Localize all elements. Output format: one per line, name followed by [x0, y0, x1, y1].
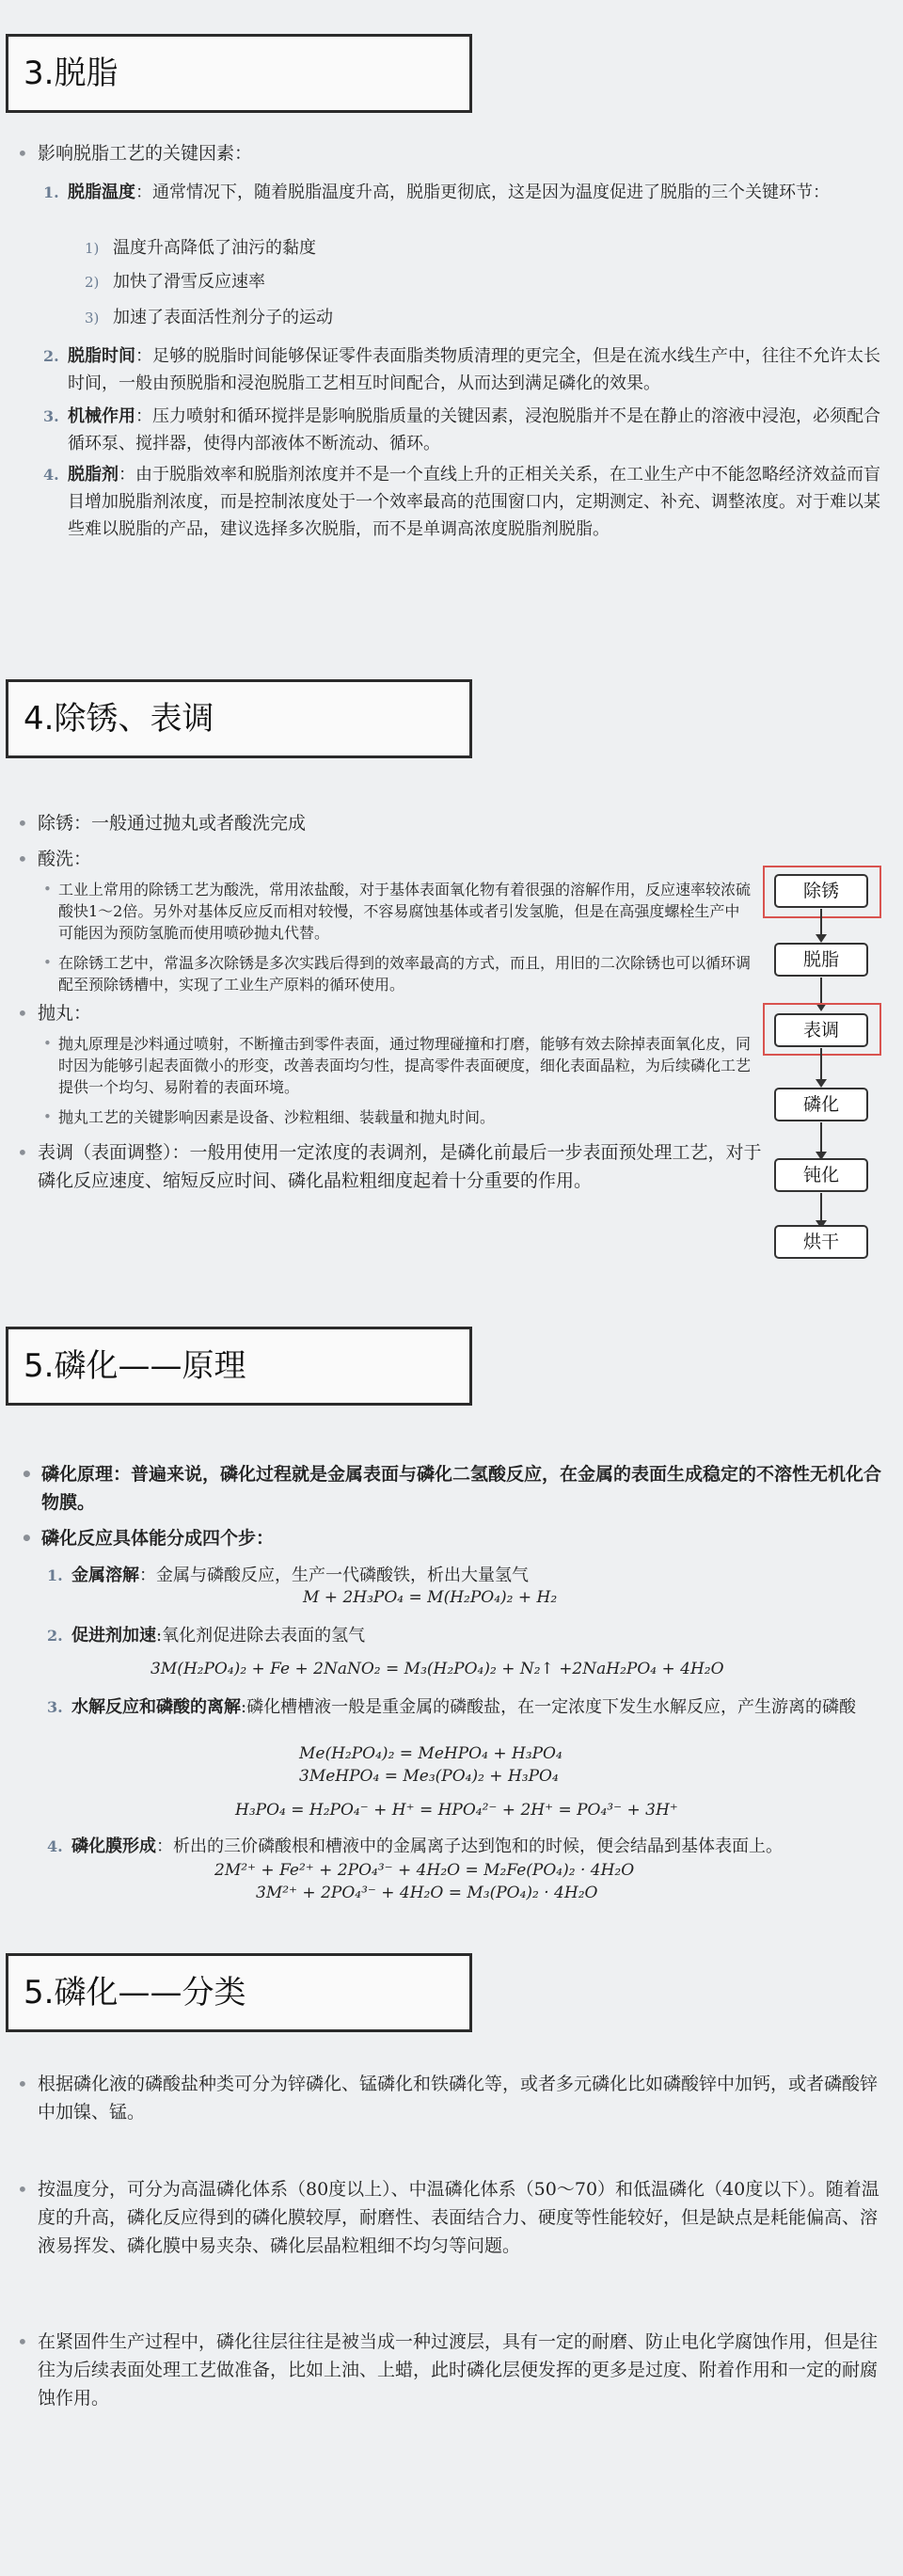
- equation: 2M²⁺ + Fe²⁺ + 2PO₄³⁻ + 4H₂O = M₂Fe(PO₄)₂ · 4H₂O: [214, 1861, 635, 1880]
- principle-text: • 磷化原理：普遍来说，磷化过程就是金属表面与磷化二氢酸反应，在金属的表面生成稳定的不溶性无机化合物膜。: [41, 1460, 888, 1517]
- list-item: 2. 脱脂时间：足够的脱脂时间能够保证零件表面脂类物质清理的更完全，但是在流水线生产中，往往不允许太长时间，一般由预脱脂和浸泡脱脂工艺相互时间配合，从而达到满足磷化的效果。: [43, 346, 880, 393]
- section-title: 4.除锈、表调: [6, 679, 472, 758]
- paragraph: • 根据磷化液的磷酸盐种类可分为锌磷化、锰磷化和铁磷化等，或者多元磷化比如磷酸锌中加钙，或者磷酸锌中加镍、锰。: [38, 2070, 890, 2126]
- lead-text: • 影响脱脂工艺的关键因素：: [38, 139, 865, 167]
- adjust-text: • 表调（表面调整）：一般用使用一定浓度的表调剂，是磷化前最后一步表面预处理工艺，对于磷化反应速度、缩短反应时间、磷化晶粒粗细度起着十分重要的作用。: [38, 1138, 762, 1195]
- equation: 3MeHPO₄ = Me₃(PO₄)₂ + H₃PO₄: [299, 1767, 559, 1786]
- list-item: 4. 磷化膜形成：析出的三价磷酸根和槽液中的金属离子达到饱和的时候，便会结晶到基体表面上。: [47, 1837, 783, 1856]
- section-title: 5.磷化——分类: [6, 1953, 472, 2032]
- sub-item: 3) 加速了表面活性剂分子的运动: [85, 308, 333, 327]
- paragraph: • 按温度分，可分为高温磷化体系（80度以上）、中温磷化体系（50～70）和低温磷化（40度以下）。随着温度的升高，磷化反应得到的磷化膜较厚，耐磨性、表面结合力、硬度等性能较好，但是缺点是耗能偏高、溶液易挥发、磷化膜中易夹杂、磷化层晶粒粗细不均匀等问题。: [38, 2175, 890, 2260]
- equation: 3M(H₂PO₄)₂ + Fe + 2NaNO₂ = M₃(H₂PO₄)₂ + N₂↑ +2NaH₂PO₄ + 4H₂O: [150, 1660, 724, 1678]
- flow-step-rust: 除锈: [774, 874, 868, 908]
- shot-detail: • 抛丸工艺的关键影响因素是设备、沙粒粗细、装载量和抛丸时间。: [58, 1106, 754, 1128]
- list-item: 1. 脱脂温度：通常情况下，随着脱脂温度升高，脱脂更彻底，这是因为温度促进了脱脂的三个关键环节：: [43, 183, 830, 202]
- sub-item: 1) 温度升高降低了油污的黏度: [85, 238, 316, 258]
- section-title: 3.脱脂: [6, 34, 472, 113]
- paragraph: • 在紧固件生产过程中，磷化往层往往是被当成一种过渡层，具有一定的耐磨、防止电化学腐蚀作用，但是往往为后续表面处理工艺做准备，比如上油、上蜡，此时磷化层便发挥的更多是过度、附着作用和一定的耐腐蚀作用。: [38, 2328, 890, 2412]
- list-item: 3. 机械作用：压力喷射和循环搅拌是影响脱脂质量的关键因素，浸泡脱脂并不是在静止的溶液中浸泡，必须配合循环泵、搅拌器，使得内部液体不断流动、循环。: [43, 406, 880, 453]
- section-title: 5.磷化——原理: [6, 1327, 472, 1406]
- acid-detail: • 工业上常用的除锈工艺为酸洗，常用浓盐酸，对于基体表面氧化物有着很强的溶解作用，反应速率较浓硫酸快1～2倍。另外对基体反应反而相对较慢，不容易腐蚀基体或者引发氢脆，但是在高强度螺栓生产中可能因为预防氢脆而使用喷砂抛丸代替。: [58, 879, 754, 944]
- flow-step-phosphate: 磷化: [774, 1088, 868, 1121]
- steps-lead: • 磷化反应具体能分成四个步：: [41, 1524, 869, 1552]
- rust-text: • 除锈：一般通过抛丸或者酸洗完成: [38, 809, 752, 837]
- equation: Me(H₂PO₄)₂ = MeHPO₄ + H₃PO₄: [299, 1744, 562, 1763]
- flow-arrow: [820, 909, 822, 935]
- sub-item: 2) 加快了滑雪反应速率: [85, 272, 265, 292]
- flow-step-adjust: 表调: [774, 1013, 868, 1047]
- flow-arrow: [820, 1048, 822, 1080]
- flow-step-dry: 烘干: [774, 1225, 868, 1259]
- acid-detail: • 在除锈工艺中，常温多次除锈是多次实践后得到的效率最高的方式，而且，用旧的二次除锈也可以循环调配至预除锈槽中，实现了工业生产原料的循环使用。: [58, 952, 754, 995]
- shot-label: • 抛丸：: [38, 999, 752, 1027]
- flow-step-passivate: 钝化: [774, 1158, 868, 1192]
- acid-label: • 酸洗：: [38, 845, 752, 873]
- flow-arrow: [820, 978, 822, 1004]
- equation: H₃PO₄ = H₂PO₄⁻ + H⁺ = HPO₄²⁻ + 2H⁺ = PO₄³⁻ + 3H⁺: [235, 1801, 678, 1820]
- list-item: 1. 金属溶解：金属与磷酸反应，生产一代磷酸铁，析出大量氢气: [47, 1566, 529, 1585]
- flow-step-degrease: 脱脂: [774, 943, 868, 977]
- flow-arrow: [820, 1122, 822, 1153]
- list-item: 3. 水解反应和磷酸的离解:磷化槽槽液一般是重金属的磷酸盐，在一定浓度下发生水解反应，产生游离的磷酸: [47, 1697, 857, 1717]
- flow-arrow: [820, 1193, 822, 1221]
- equation: 3M²⁺ + 2PO₄³⁻ + 4H₂O = M₃(PO₄)₂ · 4H₂O: [256, 1884, 598, 1902]
- list-item: 4. 脱脂剂：由于脱脂效率和脱脂剂浓度并不是一个直线上升的正相关关系，在工业生产中不能忽略经济效益而盲目增加脱脂剂浓度，而是控制浓度处于一个效率最高的范围窗口内，定期测定、补充、调整浓度。对于难以某些难以脱脂的产品，建议选择多次脱脂，而不是单调高浓度脱脂剂脱脂。: [43, 465, 880, 539]
- list-item: 2. 促进剂加速:氧化剂促进除去表面的氢气: [47, 1626, 366, 1646]
- equation: M + 2H₃PO₄ = M(H₂PO₄)₂ + H₂: [303, 1588, 558, 1607]
- shot-detail: • 抛丸原理是沙料通过喷射，不断撞击到零件表面，通过物理碰撞和打磨，能够有效去除掉表面氧化皮，同时因为能够引起表面微小的形变，改善表面均匀性，提高零件表面硬度，细化表面晶粒，为后续磷化工艺提供一个均匀、易附着的表面环境。: [58, 1033, 754, 1098]
